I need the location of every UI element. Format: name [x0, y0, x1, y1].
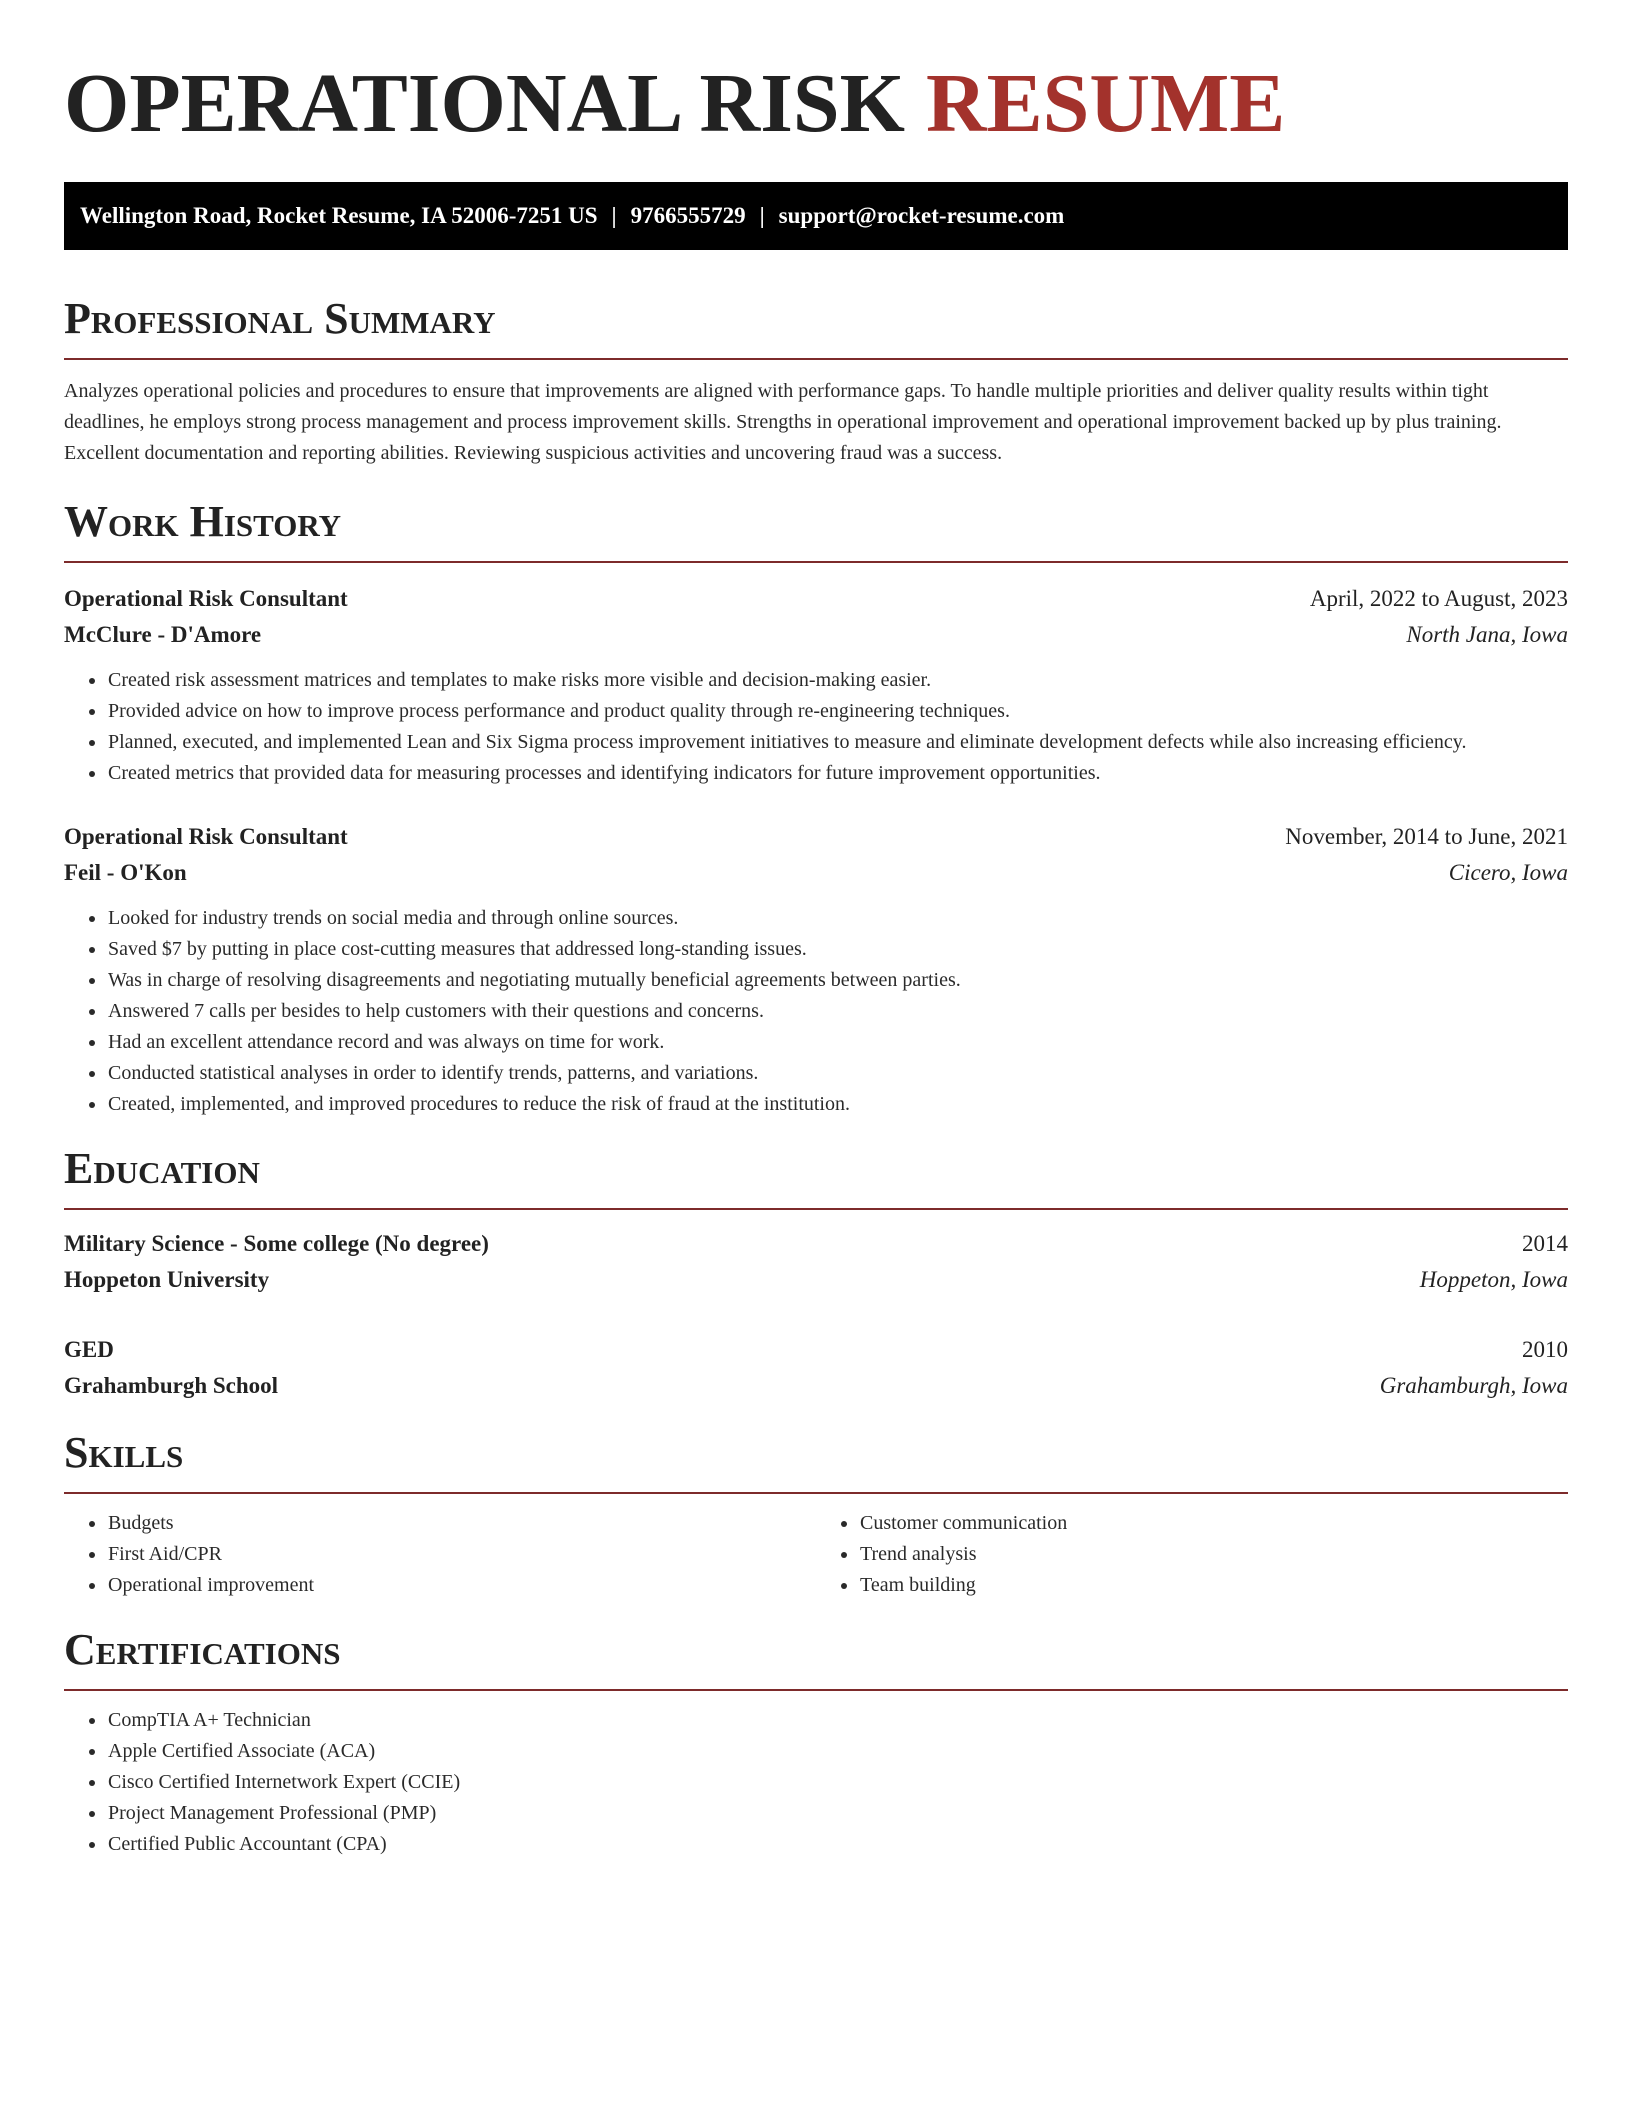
list-item: • Certified Public Accountant (CPA) — [107, 1829, 1568, 1860]
list-item: • Cisco Certified Internetwork Expert (CCIE) — [107, 1767, 1568, 1798]
list-item: • Provided advice on how to improve process performance and product quality through re-engineering techniques. — [107, 696, 1568, 727]
education-year: 2010 — [1522, 1337, 1568, 1362]
list-item: • Saved $7 by putting in place cost-cutting measures that addressed long-standing issues. — [107, 934, 1568, 965]
contact-address: Wellington Road, Rocket Resume, IA 52006-7251 US — [80, 203, 598, 228]
list-item: • Customer communication — [859, 1508, 1568, 1539]
job-entry — [64, 819, 1568, 1120]
list-item: • Looked for industry trends on social media and through online sources. — [107, 903, 1568, 934]
job-title-row — [64, 581, 1568, 617]
certifications-heading: Certifications — [64, 1625, 1568, 1691]
education-section — [64, 1144, 1568, 1404]
skills-grid — [64, 1508, 1568, 1601]
work-history-section — [64, 497, 1568, 1120]
list-item: • Was in charge of resolving disagreements and negotiating mutually beneficial agreements between parties. — [107, 965, 1568, 996]
education-location: Hoppeton, Iowa — [1419, 1267, 1568, 1292]
list-item: • Project Management Professional (PMP) — [107, 1798, 1568, 1829]
skills-heading: Skills — [64, 1428, 1568, 1494]
list-item: • Planned, executed, and implemented Lean and Six Sigma process improvement initiatives to measure and eliminate development defects while also increasing efficiency. — [107, 727, 1568, 758]
list-item: • Answered 7 calls per besides to help customers with their questions and concerns. — [107, 996, 1568, 1027]
education-heading: Education — [64, 1144, 1568, 1210]
list-item: • First Aid/CPR — [107, 1539, 816, 1570]
contact-phone[interactable]: 9766555729 — [630, 203, 746, 228]
title-accent: RESUME — [925, 57, 1286, 150]
list-item: • Apple Certified Associate (ACA) — [107, 1736, 1568, 1767]
list-item: • Operational improvement — [107, 1570, 816, 1601]
education-school-row — [64, 1368, 1568, 1404]
job-company: McClure - D'Amore — [64, 622, 262, 647]
summary-heading: Professional Summary — [64, 294, 1568, 360]
list-item: • Had an excellent attendance record and was always on time for work. — [107, 1027, 1568, 1058]
list-item: • Created, implemented, and improved procedures to reduce the risk of fraud at the institution. — [107, 1089, 1568, 1120]
education-degree-row — [64, 1226, 1568, 1262]
job-company: Feil - O'Kon — [64, 860, 187, 885]
resume-title — [64, 58, 1568, 150]
skills-list-right — [816, 1508, 1568, 1601]
contact-bar — [64, 182, 1568, 250]
job-company-row — [64, 855, 1568, 891]
job-bullets — [64, 903, 1568, 1120]
job-title: Operational Risk Consultant — [64, 824, 348, 849]
job-location: North Jana, Iowa — [1406, 622, 1568, 647]
contact-separator: | — [759, 203, 765, 228]
title-main: OPERATIONAL RISK — [64, 57, 905, 150]
list-item: • Created metrics that provided data for measuring processes and identifying indicators for future improvement opportunities. — [107, 758, 1568, 789]
education-degree: Military Science - Some college (No degree) — [64, 1231, 489, 1256]
summary-text: Analyzes operational policies and procedures to ensure that improvements are aligned with performance gaps. To handle multiple priorities and deliver quality results within tight deadlines, he employs strong process management and process improvement skills. Strengths in operational improvement and operational improvement backed up by plus training. Excellent documentation and reporting abilities. Reviewing suspicious activities and uncovering fraud was a success. — [64, 380, 1502, 464]
contact-separator: | — [611, 203, 617, 228]
job-company-row — [64, 617, 1568, 653]
list-item: • Created risk assessment matrices and templates to make risks more visible and decision-making easier. — [107, 665, 1568, 696]
education-entry — [64, 1226, 1568, 1298]
job-dates: April, 2022 to August, 2023 — [1309, 586, 1568, 611]
job-location: Cicero, Iowa — [1448, 860, 1568, 885]
list-item: • Budgets — [107, 1508, 816, 1539]
education-entry — [64, 1332, 1568, 1404]
skills-list-left — [64, 1508, 816, 1601]
skills-section — [64, 1428, 1568, 1601]
contact-email[interactable]: support@rocket-resume.com — [778, 203, 1065, 228]
job-bullets — [64, 665, 1568, 789]
summary-section — [64, 294, 1568, 469]
education-degree-row — [64, 1332, 1568, 1368]
job-title-row — [64, 819, 1568, 855]
education-location: Grahamburgh, Iowa — [1379, 1373, 1568, 1398]
job-entry — [64, 581, 1568, 789]
list-item: • Conducted statistical analyses in order to identify trends, patterns, and variations. — [107, 1058, 1568, 1089]
education-year: 2014 — [1522, 1231, 1568, 1256]
education-school: Hoppeton University — [64, 1267, 270, 1292]
education-school: Grahamburgh School — [64, 1373, 279, 1398]
certifications-section — [64, 1625, 1568, 1860]
job-title: Operational Risk Consultant — [64, 586, 348, 611]
education-school-row — [64, 1262, 1568, 1298]
list-item: • Trend analysis — [859, 1539, 1568, 1570]
list-item: • CompTIA A+ Technician — [107, 1705, 1568, 1736]
certifications-list — [64, 1705, 1568, 1860]
job-dates: November, 2014 to June, 2021 — [1285, 824, 1568, 849]
education-degree: GED — [64, 1337, 114, 1362]
list-item: • Team building — [859, 1570, 1568, 1601]
work-history-heading: Work History — [64, 497, 1568, 563]
